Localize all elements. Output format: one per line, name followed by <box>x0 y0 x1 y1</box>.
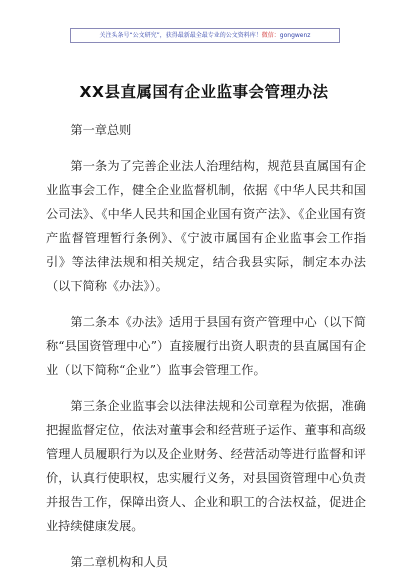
promo-banner-wechat-id: gongwenz <box>279 32 311 39</box>
promo-banner-wechat-label: 微信： <box>261 32 280 39</box>
promo-banner <box>70 28 340 43</box>
article-paragraph: 第二条本《办法》适用于县国有资产管理中心（以下简称“县国资管理中心”）直接履行出资人职责的县直属国有企业（以下简称“企业”）监事会管理工作。 <box>46 315 366 377</box>
article-paragraph: 第三条企业监事会以法律法规和公司章程为依据，准确把握监督定位，依法对董事会和经营班子运作、董事和高级管理人员履职行为以及企业财务、经营活动等进行监督和评价，认真行使职权，忠实履行义务，对县国资管理中心负责并报告工作，保障出资人、企业和职工的合法权益，促进企业持续健康发展。 <box>46 399 366 533</box>
chapter-heading: 第一章总则 <box>70 123 132 137</box>
article-paragraph: 第一条为了完善企业法人治理结构，规范县直属国有企业监事会工作，健全企业监督机制，依据《中华人民共和国公司法》、《中华人民共和国企业国有资产法》、《企业国有资产监督管理暂行条例》、《宁波市属国有企业监事会工作指引》等法律法规和相关规定，结合我县实际，制定本办法（以下简称《办法》）。 <box>46 159 366 293</box>
chapter-heading: 第二章机构和人员 <box>70 555 168 569</box>
document-title: XX县直属国有企业监事会管理办法 <box>79 83 329 101</box>
document-body <box>46 118 366 586</box>
promo-banner-text: 关注头条号“公文研究”，获得最新最全最专业的公文资料库！ <box>99 32 262 39</box>
